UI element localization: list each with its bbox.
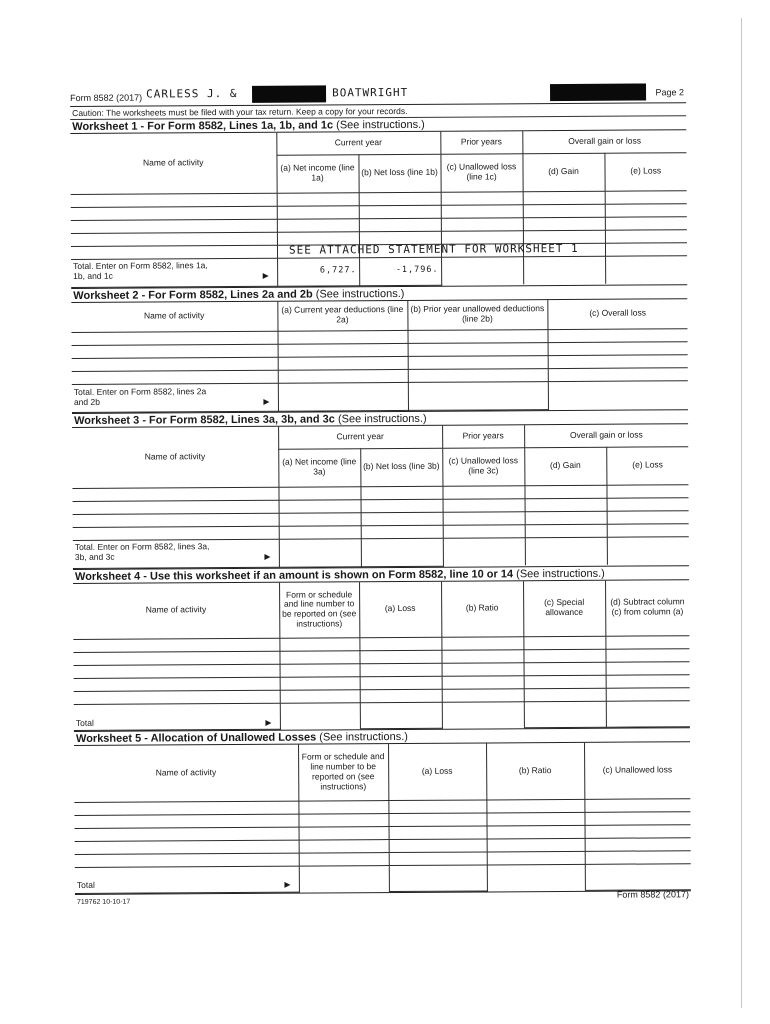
- form-id: Form 8582 (2017): [70, 92, 143, 103]
- ws1-cell[interactable]: [605, 242, 687, 256]
- ws2-cell[interactable]: [278, 356, 408, 370]
- ws1-cell[interactable]: [277, 218, 359, 232]
- ws4-cell[interactable]: [606, 675, 690, 689]
- ws4-total-a[interactable]: [360, 702, 442, 729]
- ws1-cell[interactable]: [359, 218, 441, 232]
- ws5-cell[interactable]: [389, 825, 487, 839]
- ws3-cell[interactable]: [73, 526, 279, 540]
- ws1-total-e: [605, 255, 687, 284]
- ws2-col-b: (b) Prior year unallowed deductions (line 2b): [407, 300, 547, 331]
- ws1-col-name: Name of activity: [70, 133, 276, 194]
- ws4-cell[interactable]: [524, 675, 606, 689]
- ws4-cell[interactable]: [605, 649, 689, 663]
- ws2-col-a: (a) Current year deductions (line 2a): [277, 300, 407, 331]
- ws3-total-c: [443, 537, 525, 566]
- ws1-cell[interactable]: [71, 193, 277, 207]
- ws3-group-prior: Prior years: [442, 425, 524, 448]
- ws3-cell[interactable]: [73, 513, 279, 527]
- ws2-total-line-2: and 2b: [73, 396, 100, 407]
- ws3-group-overall: Overall gain or loss: [524, 424, 688, 447]
- worksheet-5-instructions: (See instructions.): [319, 730, 408, 744]
- redaction-box-name: [252, 85, 326, 102]
- ws1-cell[interactable]: [523, 217, 605, 231]
- ws4-cell[interactable]: [606, 688, 690, 702]
- ws4-col-name: Name of activity: [73, 582, 279, 639]
- taxpayer-name-first: CARLESS J. &: [146, 86, 238, 101]
- ws5-cell[interactable]: [299, 852, 389, 866]
- ws3-total-d: [525, 537, 607, 566]
- ws4-col-d: (d) Subtract column (c) from column (a): [605, 580, 689, 637]
- ws2-total-c: [548, 381, 688, 410]
- ws2-total-line-1: Total. Enter on Form 8582, lines 2a: [73, 386, 207, 397]
- ws5-cell[interactable]: [585, 850, 691, 864]
- ws3-cell[interactable]: [606, 484, 688, 498]
- ws1-cell[interactable]: [441, 217, 523, 231]
- redaction-box-ssn: [550, 83, 646, 101]
- ws4-cell[interactable]: [279, 638, 359, 651]
- ws1-group-prior: Prior years: [440, 131, 522, 154]
- ws3-cell[interactable]: [443, 524, 525, 538]
- ws4-cell[interactable]: [74, 690, 280, 704]
- ws1-cell[interactable]: [523, 191, 605, 205]
- ws3-col-c: (c) Unallowed loss (line 3c): [442, 447, 524, 486]
- ws1-total-b[interactable]: -1,796.: [359, 257, 441, 286]
- ws1-col-d: (d) Gain: [522, 153, 604, 192]
- ws3-col-a: (a) Net income (line 3a): [278, 448, 360, 487]
- ws3-total-label: [73, 539, 279, 568]
- ws4-cell[interactable]: [279, 651, 359, 664]
- ws5-col-c: (c) Unallowed loss: [584, 742, 690, 799]
- ws2-cell[interactable]: [278, 369, 408, 383]
- ws3-cell[interactable]: [607, 497, 689, 511]
- ws1-total-d: [523, 256, 605, 285]
- ws2-cell[interactable]: [547, 329, 687, 343]
- ws5-cell[interactable]: [487, 825, 585, 839]
- ws3-col-d: (d) Gain: [524, 447, 606, 486]
- ws4-total-label: [74, 703, 280, 730]
- ws4-total-b: [442, 702, 524, 729]
- ws4-col-b: (b) Ratio: [441, 581, 523, 637]
- ws5-cell[interactable]: [486, 812, 584, 826]
- ws4-total-text: Total: [75, 717, 94, 728]
- ws5-total-a[interactable]: [389, 864, 487, 891]
- ws1-cell[interactable]: [359, 192, 441, 206]
- ws1-group-current: Current year: [276, 132, 440, 155]
- ws2-cell[interactable]: [278, 330, 408, 344]
- ws4-cell[interactable]: [359, 650, 441, 664]
- ws5-cell[interactable]: [389, 851, 487, 865]
- ws4-cell[interactable]: [523, 649, 605, 663]
- ws4-col-c: (c) Special allowance: [523, 580, 605, 636]
- ws3-cell[interactable]: [279, 499, 361, 513]
- ws1-col-b: (b) Net loss (line 1b): [358, 154, 440, 193]
- ws4-cell[interactable]: [74, 677, 280, 691]
- ws5-total-label: [75, 866, 299, 893]
- ws2-cell[interactable]: [72, 370, 278, 384]
- worksheet-2-heading: Worksheet 2 - For Form 8582, Lines 2a and 2b: [73, 288, 313, 302]
- ws1-cell[interactable]: [441, 204, 523, 218]
- ws5-cell[interactable]: [487, 838, 585, 852]
- ws1-col-a: (a) Net income (line 1a): [276, 154, 358, 193]
- ws4-cell[interactable]: [73, 638, 279, 652]
- ws5-total-b: [487, 864, 585, 891]
- ws5-total-text: Total: [76, 879, 95, 890]
- ws4-cell[interactable]: [74, 664, 280, 678]
- ws5-cell[interactable]: [388, 799, 486, 813]
- worksheet-5-table: [74, 742, 691, 893]
- ws1-cell[interactable]: [605, 190, 687, 204]
- ws4-cell[interactable]: [360, 676, 442, 690]
- ws1-cell[interactable]: [605, 216, 687, 230]
- ws3-cell[interactable]: [361, 512, 443, 526]
- ws3-cell[interactable]: [607, 510, 689, 524]
- ws3-cell[interactable]: [73, 500, 279, 514]
- ws3-cell[interactable]: [360, 486, 442, 500]
- ws2-cell[interactable]: [72, 344, 278, 358]
- ws1-attached-note: SEE ATTACHED STATEMENT FOR WORKSHEET 1: [288, 241, 579, 257]
- ws5-cell[interactable]: [584, 798, 690, 812]
- ws1-cell[interactable]: [71, 219, 277, 233]
- ws5-cell[interactable]: [585, 837, 691, 851]
- arrow-right-icon: ►: [261, 396, 272, 408]
- worksheet-4-heading: Worksheet 4 - Use this worksheet if an amount is shown on Form 8582, line 10 or 14: [74, 567, 514, 583]
- ws2-cell[interactable]: [407, 330, 547, 344]
- worksheet-1-heading: Worksheet 1 - For Form 8582, Lines 1a, 1b, and 1c: [72, 119, 334, 133]
- worksheet-4-instructions: (See instructions.): [516, 567, 605, 580]
- arrow-right-icon: ►: [263, 717, 274, 729]
- ws4-col-a: (a) Loss: [359, 581, 441, 637]
- ws3-cell[interactable]: [278, 486, 360, 500]
- ws5-total-form: [299, 865, 389, 892]
- ws3-total-a[interactable]: [279, 538, 361, 567]
- ws3-col-e: (e) Loss: [606, 446, 688, 485]
- worksheet-3-instructions: (See instructions.): [337, 412, 427, 426]
- ws3-cell[interactable]: [443, 511, 525, 525]
- ws2-col-c: (c) Overall loss: [547, 299, 687, 330]
- ws5-cell[interactable]: [486, 799, 584, 813]
- ws3-total-e: [607, 536, 689, 565]
- ws3-cell[interactable]: [361, 499, 443, 513]
- ws2-total-a[interactable]: [278, 382, 408, 411]
- ws2-cell[interactable]: [72, 357, 278, 371]
- arrow-right-icon: ►: [282, 879, 293, 891]
- ws1-total-line-1: Total. Enter on Form 8582, lines 1a,: [73, 260, 208, 272]
- arrow-right-icon: ►: [260, 270, 271, 282]
- worksheet-2-instructions: (See instructions.): [315, 287, 405, 301]
- ws4-cell[interactable]: [280, 677, 360, 690]
- ws4-total-d[interactable]: [606, 701, 690, 728]
- ws5-cell[interactable]: [299, 839, 389, 853]
- worksheet-3-heading: Worksheet 3 - For Form 8582, Lines 3a, 3b, and 3c: [74, 413, 335, 427]
- ws2-total-b[interactable]: [408, 382, 548, 411]
- ws5-cell[interactable]: [389, 838, 487, 852]
- ws4-cell[interactable]: [605, 636, 689, 650]
- ws2-cell[interactable]: [408, 356, 548, 370]
- ws1-col-e: (e) Loss: [604, 152, 686, 191]
- ws5-cell[interactable]: [585, 824, 691, 838]
- ws3-cell[interactable]: [525, 511, 607, 525]
- page-header: [70, 82, 686, 106]
- ws5-col-name: Name of activity: [74, 745, 298, 802]
- ws4-cell[interactable]: [606, 662, 690, 676]
- ws3-cell[interactable]: [72, 487, 278, 501]
- ws5-cell[interactable]: [584, 811, 690, 825]
- ws5-col-form: Form or schedule and line number to be reported on (see instructions): [298, 744, 388, 801]
- taxpayer-name-last: BOATWRIGHT: [332, 85, 409, 100]
- ws3-cell[interactable]: [525, 498, 607, 512]
- ws2-cell[interactable]: [408, 343, 548, 357]
- ws1-cell[interactable]: [441, 191, 523, 205]
- ws2-cell[interactable]: [548, 368, 688, 382]
- ws4-cell[interactable]: [359, 637, 441, 651]
- worksheet-1-instructions: (See instructions.): [336, 118, 425, 132]
- form-code: 719762 10-10-17: [76, 898, 131, 906]
- arrow-right-icon: ►: [262, 551, 273, 563]
- ws3-cell[interactable]: [443, 498, 525, 512]
- ws3-group-current: Current year: [278, 426, 442, 449]
- page-number: Page 2: [655, 87, 685, 98]
- ws1-cell[interactable]: [277, 192, 359, 206]
- ws2-cell[interactable]: [72, 331, 278, 345]
- ws5-cell[interactable]: [298, 813, 388, 827]
- ws4-cell[interactable]: [441, 650, 523, 664]
- ws5-col-a: (a) Loss: [388, 743, 486, 800]
- ws1-cell[interactable]: [605, 229, 687, 243]
- ws3-col-b: (b) Net loss (line 3b): [360, 448, 442, 487]
- ws2-col-name: Name of activity: [71, 301, 277, 332]
- worksheet-4-table: [73, 580, 690, 731]
- ws4-cell[interactable]: [441, 637, 523, 651]
- ws2-total-label: [72, 383, 278, 412]
- worksheet-3-table: [72, 424, 689, 568]
- ws3-total-line-1: Total. Enter on Form 8582, lines 3a,: [74, 541, 210, 553]
- worksheet-2-table: [71, 299, 688, 413]
- ws3-cell[interactable]: [442, 485, 524, 499]
- ws4-cell[interactable]: [360, 663, 442, 677]
- ws2-cell[interactable]: [278, 343, 408, 357]
- ws4-cell[interactable]: [442, 689, 524, 703]
- ws2-cell[interactable]: [548, 355, 688, 369]
- ws4-col-form: Form or schedule and line number to be reported on (see instructions): [279, 582, 359, 638]
- ws1-cell[interactable]: [605, 203, 687, 217]
- footer-form-name: Form 8582 (2017): [616, 888, 689, 900]
- ws1-total-a[interactable]: 6,727.: [277, 257, 359, 286]
- ws4-cell[interactable]: [280, 690, 360, 703]
- ws1-cell[interactable]: [71, 206, 277, 220]
- ws5-col-b: (b) Ratio: [486, 743, 584, 800]
- ws4-cell[interactable]: [523, 636, 605, 650]
- ws5-cell[interactable]: [299, 826, 389, 840]
- caution-note: Caution: The worksheets must be filed with your tax return. Keep a copy for your records.: [70, 102, 686, 120]
- page-footer: [75, 890, 691, 919]
- ws5-total-c[interactable]: [585, 863, 691, 890]
- ws4-cell[interactable]: [524, 688, 606, 702]
- ws3-total-b[interactable]: [361, 538, 443, 567]
- ws3-cell[interactable]: [279, 512, 361, 526]
- ws4-cell[interactable]: [524, 662, 606, 676]
- ws4-cell[interactable]: [360, 689, 442, 703]
- ws2-cell[interactable]: [548, 342, 688, 356]
- ws1-total-line-2: 1b, and 1c: [73, 270, 113, 282]
- ws3-cell[interactable]: [361, 525, 443, 539]
- ws3-cell[interactable]: [524, 485, 606, 499]
- ws4-cell[interactable]: [73, 651, 279, 665]
- ws1-cell[interactable]: [277, 205, 359, 219]
- ws2-cell[interactable]: [408, 369, 548, 383]
- ws4-cell[interactable]: [442, 663, 524, 677]
- ws4-total-form: [280, 703, 360, 729]
- ws3-cell[interactable]: [279, 525, 361, 539]
- ws3-cell[interactable]: [607, 523, 689, 537]
- ws3-col-name: Name of activity: [72, 427, 278, 488]
- ws3-cell[interactable]: [525, 524, 607, 538]
- ws4-cell[interactable]: [442, 676, 524, 690]
- ws1-col-c: (c) Unallowed loss (line 1c): [440, 153, 522, 192]
- ws1-cell[interactable]: [359, 205, 441, 219]
- form-8582-page-2: [70, 82, 691, 918]
- ws1-cell[interactable]: [523, 204, 605, 218]
- worksheet-1-table: [70, 130, 687, 287]
- ws4-total-c[interactable]: [524, 701, 606, 728]
- ws5-cell[interactable]: [388, 812, 486, 826]
- worksheet-5-heading: Worksheet 5 - Allocation of Unallowed Losses: [75, 731, 317, 745]
- ws3-total-line-2: 3b, and 3c: [74, 551, 115, 563]
- ws1-cell[interactable]: [71, 245, 277, 259]
- ws1-group-overall: Overall gain or loss: [522, 130, 686, 153]
- scan-edge-line: [741, 18, 742, 1008]
- ws1-cell[interactable]: [71, 232, 277, 246]
- ws5-cell[interactable]: [487, 851, 585, 865]
- ws4-cell[interactable]: [280, 664, 360, 677]
- ws1-total-c: [441, 256, 523, 285]
- ws5-cell[interactable]: [298, 800, 388, 814]
